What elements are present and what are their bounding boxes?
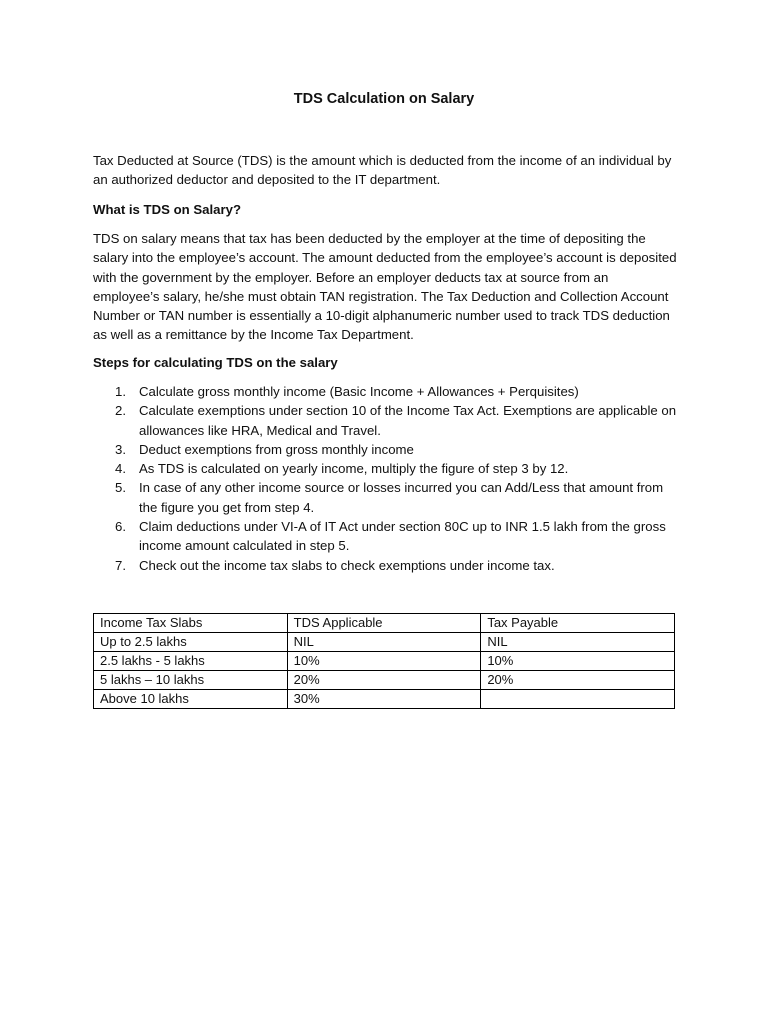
table-row <box>94 633 675 652</box>
table-cell: Up to 2.5 lakhs <box>94 633 288 652</box>
step-text: In case of any other income source or losses incurred you can Add/Less that amount from the figure you get from step 4. <box>139 480 664 515</box>
step-text: Claim deductions under VI-A of IT Act under section 80C up to INR 1.5 lakh from the gross income amount calculated in step 5. <box>139 519 666 554</box>
table-header-row <box>94 614 675 633</box>
tax-slabs-table <box>93 613 675 709</box>
section-heading-what-is-tds: What is TDS on Salary? <box>93 202 242 217</box>
table-cell: 10% <box>287 652 481 671</box>
step-text: As TDS is calculated on yearly income, multiply the figure of step 3 by 12. <box>139 461 569 477</box>
table-cell: NIL <box>287 633 481 652</box>
table-cell: 10% <box>481 652 675 671</box>
table-row <box>94 671 675 690</box>
table-cell: 20% <box>481 671 675 690</box>
table-header-cell: TDS Applicable <box>287 614 481 633</box>
steps-list <box>93 382 678 575</box>
step-text: Check out the income tax slabs to check exemptions under income tax. <box>139 557 555 573</box>
step-number: 1. <box>115 384 126 399</box>
table-cell: NIL <box>481 633 675 652</box>
table-header-cell: Tax Payable <box>481 614 675 633</box>
step-number: 3. <box>115 441 126 457</box>
table-cell: 20% <box>287 671 481 690</box>
table-row <box>94 652 675 671</box>
table-cell: 2.5 lakhs - 5 lakhs <box>94 652 288 671</box>
section-heading-steps: Steps for calculating TDS on the salary <box>93 355 338 370</box>
document-title: TDS Calculation on Salary <box>293 91 475 107</box>
table-cell: 5 lakhs – 10 lakhs <box>94 671 288 690</box>
intro-paragraph: Tax Deducted at Source (TDS) is the amount which is deducted from the income of an individual by an authorized deductor and deposited to the IT department. <box>93 153 672 188</box>
step-number: 5. <box>115 480 126 496</box>
step-text: Deduct exemptions from gross monthly income <box>139 441 414 457</box>
step-item <box>93 556 678 575</box>
step-number: 2. <box>115 403 126 419</box>
tds-definition-paragraph: TDS on salary means that tax has been deducted by the employer at the time of depositing the salary into the employee’s account. The amount deducted from the employee’s account is deposited with the government by the employer. Before an employer deducts tax at source from an employee’s salary, he/she must obtain TAN registration. The Tax Deduction and Collection Account Number or TAN number is essentially a 10-digit alphanumeric number used to track TDS deduction as well as a remittance by the Income Tax Department. <box>93 231 677 343</box>
step-number: 4. <box>115 461 126 477</box>
table-cell: Above 10 lakhs <box>94 690 288 709</box>
table-header-cell: Income Tax Slabs <box>94 614 288 633</box>
step-item <box>93 401 678 440</box>
step-item <box>93 459 678 478</box>
step-text: Calculate exemptions under section 10 of the Income Tax Act. Exemptions are applicable on allowances like HRA, Medical and Travel. <box>139 403 677 438</box>
step-number: 6. <box>115 519 126 535</box>
step-number: 7. <box>115 557 126 573</box>
step-item <box>93 478 678 517</box>
table-cell <box>481 690 675 709</box>
step-text: Calculate gross monthly income (Basic Income + Allowances + Perquisites) <box>139 384 579 399</box>
step-item <box>93 440 678 459</box>
table-row <box>94 690 675 709</box>
step-item <box>93 517 678 556</box>
step-item <box>93 382 678 401</box>
table-cell: 30% <box>287 690 481 709</box>
